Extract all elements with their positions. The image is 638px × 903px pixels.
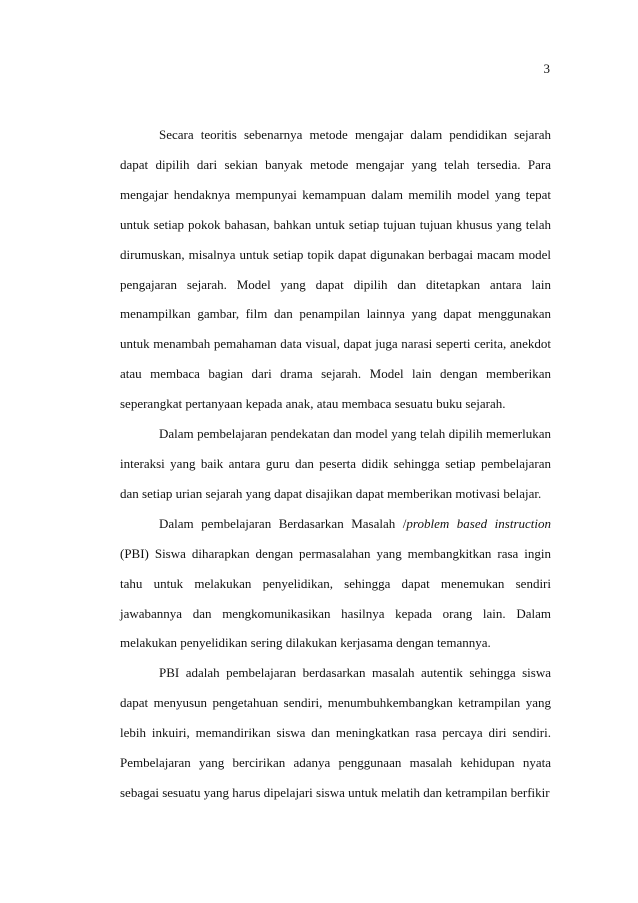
body-text [120, 120, 551, 808]
paragraph-3-italic-term: problem based instruction [406, 515, 551, 531]
page-number: 3 [543, 61, 550, 76]
paragraph-2: Dalam pembelajaran pendekatan dan model yang telah dipilih memerlukan interaksi yang baik antara guru dan peserta didik sehingga setiap pembelajaran dan setiap urian sejarah yang dapat disajikan dapat memberikan motivasi belajar. [120, 426, 551, 501]
paragraph-3-rest: (PBI) Siswa diharapkan dengan permasalahan yang membangkitkan rasa ingin tahu untuk melakukan penyelidikan, sehingga dapat menemukan sendiri jawabannya dan mengkomunikasikan hasilnya kepada orang lain. Dalam melakukan penyelidikan sering dilakukan kerjasama dengan temannya. [120, 545, 551, 651]
paragraph-4: PBI adalah pembelajaran berdasarkan masalah autentik sehingga siswa dapat menyusun pengetahuan sendiri, menumbuhkembangkan ketrampilan yang lebih inkuiri, memandirikan siswa dan meningkatkan rasa percaya diri sendiri. Pembelajaran yang bercirikan adanya penggunaan masalah kehidupan nyata sebagai sesuatu yang harus dipelajari siswa untuk melatih dan ketrampilan berfikir [120, 665, 551, 800]
paragraph-3 [120, 509, 551, 659]
paragraph-1: Secara teoritis sebenarnya metode mengajar dalam pendidikan sejarah dapat dipilih dari sekian banyak metode mengajar yang telah tersedia. Para mengajar hendaknya mempunyai kemampuan dalam memilih model yang tepat untuk setiap pokok bahasan, bahkan untuk setiap tujuan tujuan khusus yang telah dirumuskan, misalnya untuk setiap topik dapat digunakan berbagai macam model pengajaran sejarah. Model yang dapat dipilih dan ditetapkan antara lain menampilkan gambar, film dan penampilan lainnya yang dapat menggunakan untuk menambah pemahaman data visual, dapat juga narasi seperti cerita, anekdot atau membaca bagian dari drama sejarah. Model lain dengan memberikan seperangkat pertanyaan kepada anak, atau membaca sesuatu buku sejarah. [120, 127, 551, 412]
paragraph-3-start: Dalam pembelajaran Berdasarkan Masalah / [159, 515, 407, 531]
